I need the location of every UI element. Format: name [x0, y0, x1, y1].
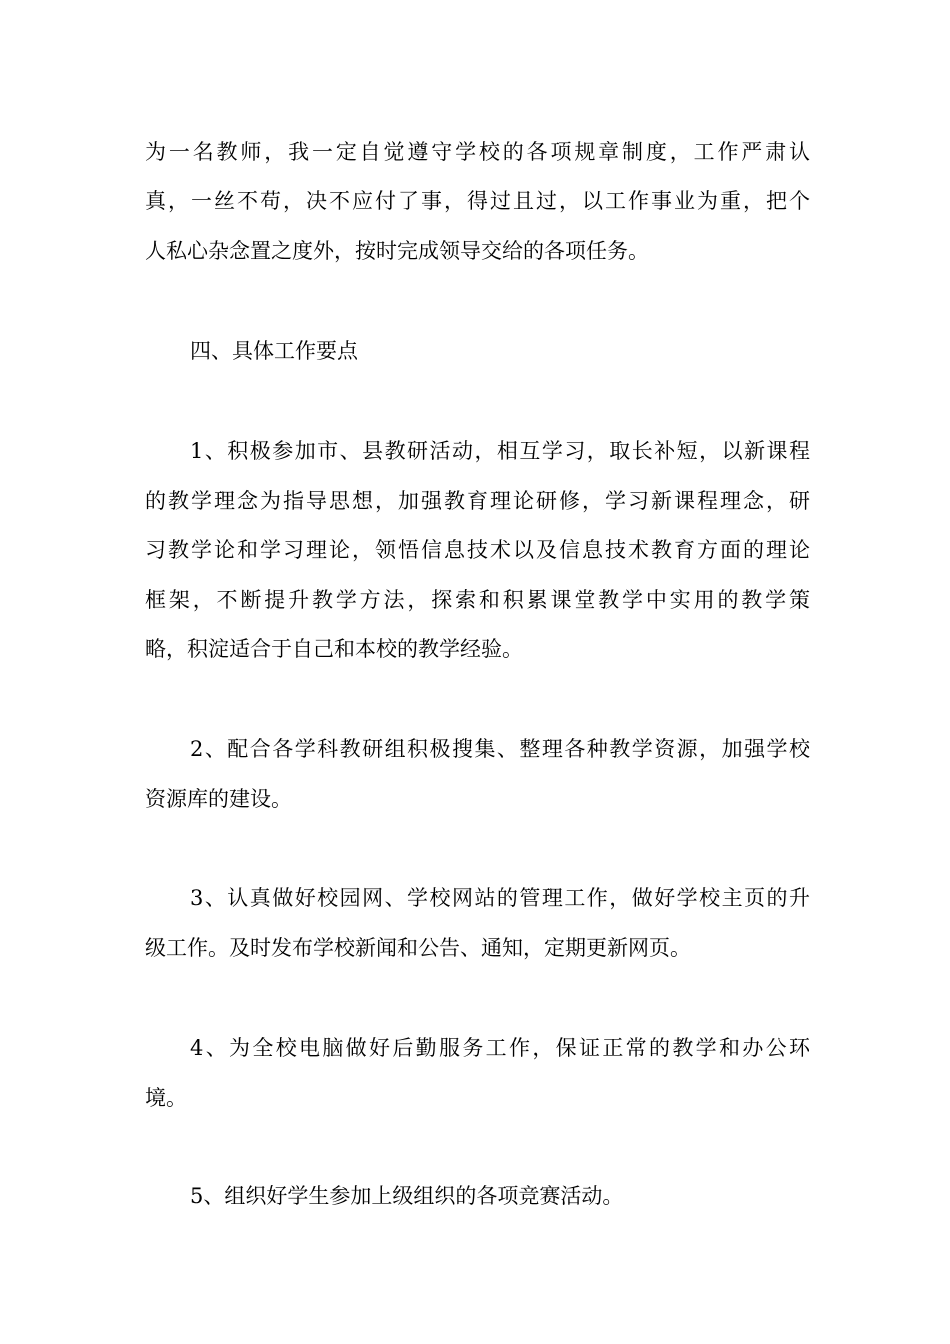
list-item-line: 级工作。及时发布学校新闻和公告、通知，定期更新网页。 [145, 936, 691, 960]
section-heading: 四、具体工作要点 [190, 339, 358, 363]
intro-line: 为一名教师，我一定自觉遵守学校的各项规章制度，工作严肃认 [145, 140, 810, 164]
list-item-line: 框架，不断提升教学方法，探索和积累课堂教学中实用的教学策 [145, 588, 810, 612]
list-item-line: 5、组织好学生参加上级组织的各项竞赛活动。 [190, 1184, 624, 1208]
list-item-line: 习教学论和学习理论，领悟信息技术以及信息技术教育方面的理论 [145, 538, 810, 562]
list-item-line: 3、认真做好校园网、学校网站的管理工作，做好学校主页的升 [190, 886, 810, 910]
list-item-line: 略，积淀适合于自己和本校的教学经验。 [145, 637, 523, 661]
intro-line: 真，一丝不苟，决不应付了事，得过且过，以工作事业为重，把个 [145, 189, 810, 213]
list-item-line: 境。 [145, 1086, 187, 1110]
intro-line: 人私心杂念置之度外，按时完成领导交给的各项任务。 [145, 239, 649, 263]
list-item-line: 2、配合各学科教研组积极搜集、整理各种教学资源，加强学校 [190, 737, 810, 761]
list-item-line: 1、积极参加市、县教研活动，相互学习，取长补短，以新课程 [190, 439, 810, 463]
list-item-line: 的教学理念为指导思想，加强教育理论研修，学习新课程理念，研 [145, 489, 810, 513]
list-item-line: 资源库的建设。 [145, 787, 292, 811]
list-item-line: 4、为全校电脑做好后勤服务工作，保证正常的教学和办公环 [190, 1036, 810, 1060]
